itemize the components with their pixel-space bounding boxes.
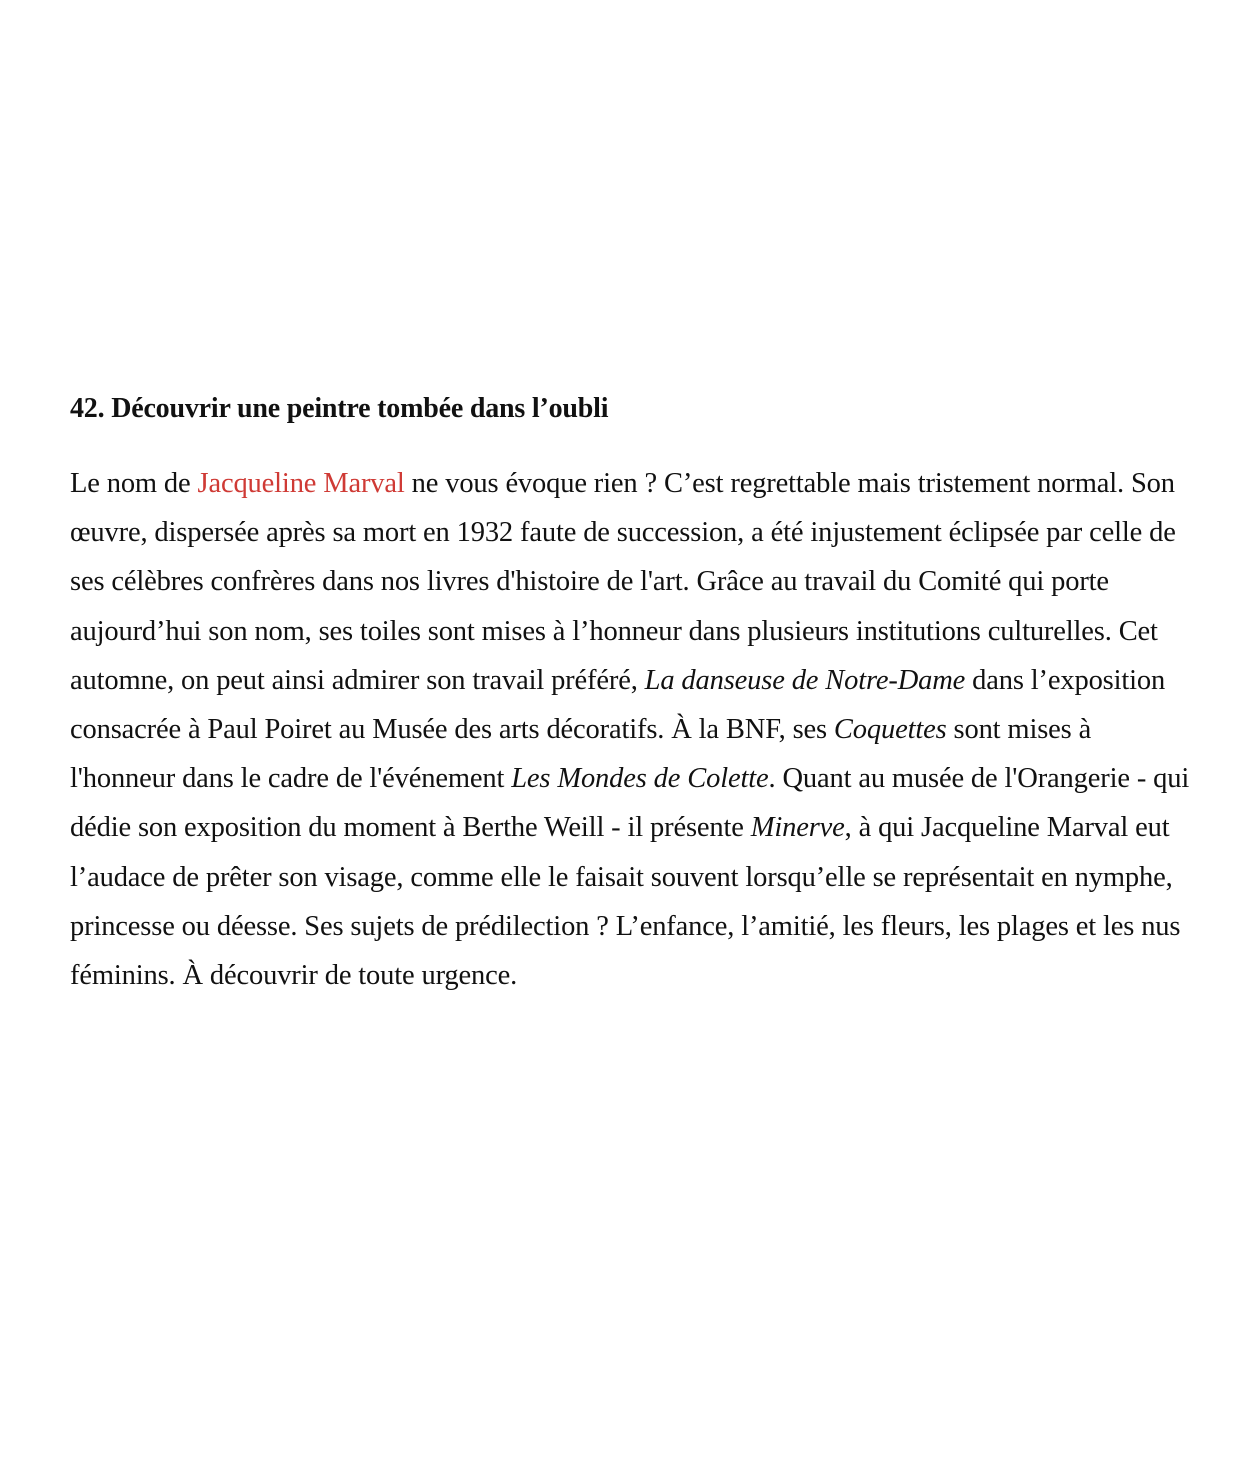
jacqueline-marval-link[interactable]: Jacqueline Marval: [197, 468, 405, 499]
artwork-title-danseuse: La danseuse de Notre-Dame: [644, 664, 966, 696]
article-paragraph: [70, 459, 1190, 1000]
artwork-title-minerve: Minerve: [750, 812, 845, 844]
article: [70, 385, 1190, 1000]
article-heading: 42. Découvrir une peintre tombée dans l’oubli: [70, 393, 609, 424]
text-segment: . Quant au musée de l'Orangerie - qui dédie son exposition du moment à Berthe Weill - il présente: [70, 763, 1190, 844]
text-segment: dans l’exposition consacrée à Paul Poiret au Musée des arts décoratifs. À la BNF, ses: [70, 664, 1166, 746]
artwork-title-coquettes: Coquettes: [833, 714, 947, 746]
text-segment: ne vous évoque rien ? C’est regrettable mais tristement normal. Son œuvre, dispersée après sa mort en 1932 faute de succession, a été injustement éclipsée par celle de ses célèbres confrères dans nos livres d'histoire de l'art. Grâce au travail du Comité qui porte aujourd’hui son nom, ses toiles sont mises à l’honneur dans plusieurs institutions culturelles. Cet automne, on peut ainsi admirer son travail préféré,: [70, 468, 1176, 696]
text-segment: Le nom de: [70, 468, 198, 499]
event-title-mondes-de-colette: Les Mondes de Colette: [511, 763, 769, 795]
text-segment: , à qui Jacqueline Marval eut l’audace de prêter son visage, comme elle le faisait souvent lorsqu’elle se représentait en nymphe, princesse ou déesse. Ses sujets de prédilection ? L’enfance, l’amitié, les fleurs, les plages et les nus féminins. À découvrir de toute urgence.: [70, 812, 1181, 992]
text-segment: sont mises à l'honneur dans le cadre de l'événement: [70, 714, 1092, 795]
